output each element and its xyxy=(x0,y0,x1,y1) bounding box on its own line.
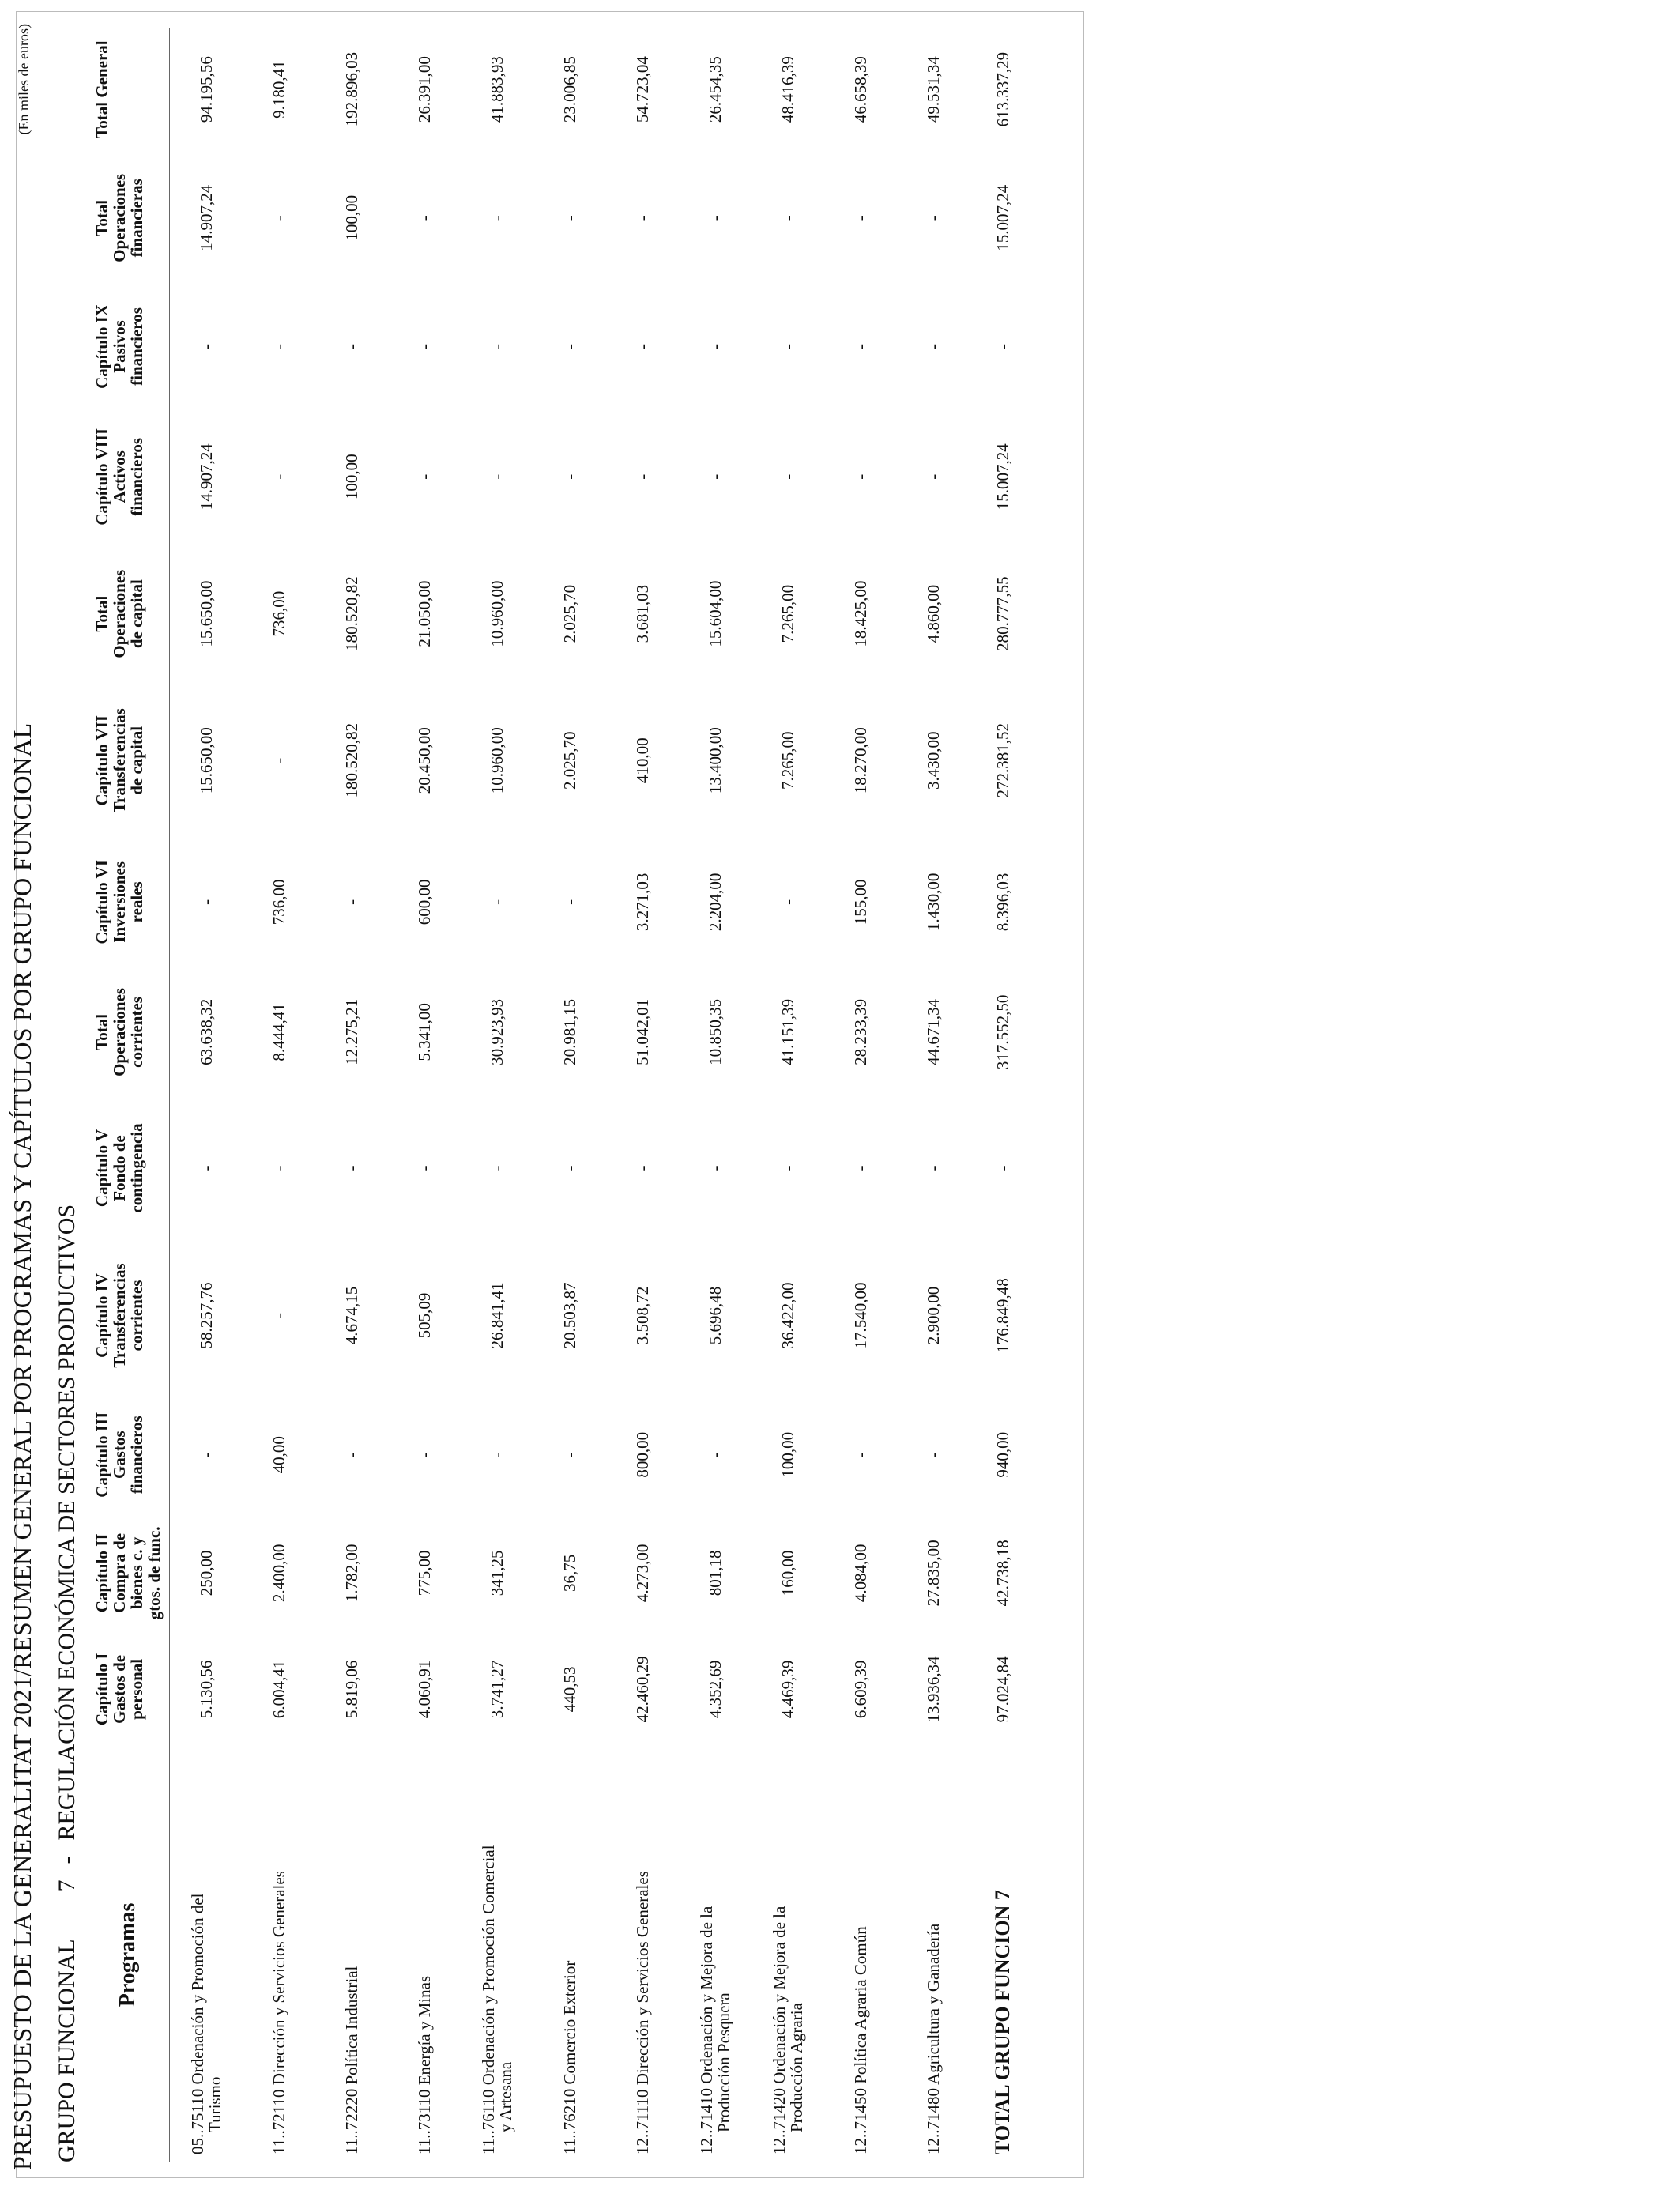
header-cap8 xyxy=(87,408,170,547)
table-cell: - xyxy=(632,1165,652,1171)
table-cell: - xyxy=(705,343,725,349)
table-cell: 341,25 xyxy=(487,1550,507,1596)
table-cell: - xyxy=(487,473,507,480)
table-row xyxy=(897,28,970,2162)
program-code: 11..72220 xyxy=(342,2084,361,2154)
program-name xyxy=(388,1747,461,2162)
budget-table xyxy=(87,28,1035,2162)
header-line: Inversiones xyxy=(110,861,129,943)
table-cell: - xyxy=(269,757,288,763)
table-cell: 613.337,29 xyxy=(970,28,1036,150)
table-body xyxy=(170,28,1036,2162)
table-cell: - xyxy=(705,1452,725,1458)
header-line: de capital xyxy=(127,726,146,795)
program-name-line: Turismo xyxy=(205,2076,224,2132)
table-row xyxy=(315,28,388,2162)
header-line: Capítulo II xyxy=(92,1533,111,1613)
table-cell: - xyxy=(487,215,507,221)
table-cell: 317.552,50 xyxy=(970,964,1036,1099)
table-cell: 36,75 xyxy=(559,1554,579,1593)
table-cell: - xyxy=(559,899,579,905)
table-row xyxy=(751,28,824,2162)
table-cell: 4.352,69 xyxy=(705,1660,725,1719)
program-name-line: Comercio Exterior xyxy=(560,1960,579,2085)
table-cell: 5.341,00 xyxy=(414,1003,434,1061)
table-cell: 13.400,00 xyxy=(705,727,725,794)
table-cell: - xyxy=(487,1165,507,1171)
header-line: contingencia xyxy=(127,1123,146,1213)
header-line: Transferencias xyxy=(110,708,129,813)
table-cell: 736,00 xyxy=(269,879,288,925)
header-line: Transferencias xyxy=(110,1263,129,1368)
units-note: (En miles de euros) xyxy=(16,24,32,135)
header-line: bienes c. y xyxy=(127,1536,146,1610)
header-line: Capítulo V xyxy=(92,1129,111,1208)
header-line: Capítulo VII xyxy=(92,715,111,806)
table-cell: 40,00 xyxy=(269,1436,288,1474)
table-cell: 160,00 xyxy=(778,1550,797,1596)
table-cell: - xyxy=(196,899,216,905)
table-cell: 15.007,24 xyxy=(970,150,1036,285)
program-name-line: y Artesana xyxy=(496,2061,515,2132)
table-cell: 4.273,00 xyxy=(632,1544,652,1603)
table-cell: 63.638,32 xyxy=(196,998,216,1065)
document-title: PRESUPUESTO DE LA GENERALITAT 2021/RESUMEN GENERAL POR PROGRAMAS Y CAPÍTULOS POR GRUPO FUNCIONAL xyxy=(8,722,36,2170)
table-cell: 800,00 xyxy=(632,1431,652,1478)
table-cell: 30.923,93 xyxy=(487,998,507,1065)
header-line: Capítulo VI xyxy=(92,860,111,944)
grupo-separator: - xyxy=(54,1856,80,1864)
table-cell: - xyxy=(341,343,361,349)
program-name-line: Producción Pesquera xyxy=(714,1992,733,2132)
table-cell: 192.896,03 xyxy=(341,51,361,127)
program-name xyxy=(243,1747,315,2162)
table-cell: - xyxy=(850,1165,870,1171)
table-row xyxy=(461,28,533,2162)
header-line: financieros xyxy=(127,437,146,516)
program-code: 12..71410 xyxy=(697,2083,716,2154)
table-cell: 26.454,35 xyxy=(705,56,725,123)
header-line: personal xyxy=(127,1658,146,1720)
table-cell: 20.981,15 xyxy=(559,998,579,1065)
table-cell: - xyxy=(341,1165,361,1171)
table-cell: 54.723,04 xyxy=(632,56,652,123)
header-line: Gastos xyxy=(110,1431,129,1480)
table-cell: - xyxy=(414,1165,434,1171)
header-line: Total xyxy=(92,1013,111,1050)
table-cell: - xyxy=(632,343,652,349)
table-cell: 23.006,85 xyxy=(559,56,579,123)
header-programas: Programas xyxy=(115,1902,140,2007)
table-cell: 3.681,03 xyxy=(632,584,652,643)
table-cell: 1.782,00 xyxy=(341,1544,361,1603)
program-name-line: Energía y Minas xyxy=(415,1975,434,2086)
program-code: 12..71110 xyxy=(633,2085,652,2154)
table-cell: 36.422,00 xyxy=(778,1282,797,1349)
table-cell: - xyxy=(778,215,797,221)
table-cell: 44.671,34 xyxy=(923,998,943,1065)
table-cell: 6.609,39 xyxy=(850,1660,870,1719)
grupo-name: REGULACIÓN ECONÓMICA DE SECTORES PRODUCTIVOS xyxy=(54,1204,80,1841)
table-cell: - xyxy=(923,215,943,221)
program-name-line: Política Agraria Común xyxy=(851,1926,870,2084)
table-cell: 4.674,15 xyxy=(341,1286,361,1345)
table-cell: - xyxy=(850,343,870,349)
table-cell: 42.738,18 xyxy=(970,1515,1036,1631)
table-cell: - xyxy=(196,1452,216,1458)
table-cell: 15.650,00 xyxy=(196,580,216,647)
program-name xyxy=(751,1747,824,2162)
table-cell: 94.195,56 xyxy=(196,56,216,123)
table-cell: - xyxy=(559,1165,579,1171)
table-cell: 5.130,56 xyxy=(196,1660,216,1719)
table-cell: 41.151,39 xyxy=(778,998,797,1065)
header-line: Capítulo I xyxy=(92,1653,111,1726)
table-cell: - xyxy=(923,1165,943,1171)
table-cell: 2.900,00 xyxy=(923,1286,943,1345)
header-line: financieros xyxy=(127,307,146,386)
program-name xyxy=(315,1747,388,2162)
program-code: 11..73110 xyxy=(415,2085,434,2154)
table-cell: - xyxy=(778,899,797,905)
table-cell: - xyxy=(705,1165,725,1171)
program-name xyxy=(606,1747,679,2162)
header-total-financieras xyxy=(87,150,170,285)
table-cell: 13.936,34 xyxy=(923,1656,943,1723)
table-cell: 14.907,24 xyxy=(196,443,216,511)
table-cell: - xyxy=(923,473,943,480)
table-cell: - xyxy=(705,473,725,480)
table-row xyxy=(388,28,461,2162)
table-cell: 2.025,70 xyxy=(559,584,579,643)
table-cell: 4.060,91 xyxy=(414,1660,434,1719)
program-name xyxy=(897,1747,970,2162)
table-cell: 8.444,41 xyxy=(269,1003,288,1061)
table-cell: - xyxy=(850,1452,870,1458)
table-cell: - xyxy=(559,215,579,221)
table-cell: 49.531,34 xyxy=(923,56,943,123)
table-cell: 20.503,87 xyxy=(559,1282,579,1349)
table-cell: 9.180,41 xyxy=(269,60,288,119)
table-cell: 100,00 xyxy=(341,194,361,241)
header-cap2 xyxy=(87,1515,170,1631)
table-cell: - xyxy=(341,1452,361,1458)
table-cell: 51.042,01 xyxy=(632,998,652,1065)
header-line: de capital xyxy=(127,579,146,649)
table-cell: 3.430,00 xyxy=(923,731,943,790)
table-cell: - xyxy=(487,1452,507,1458)
table-cell: - xyxy=(923,343,943,349)
total-row xyxy=(970,28,1036,2162)
table-cell: 10.850,35 xyxy=(705,998,725,1065)
table-cell: - xyxy=(269,473,288,480)
program-name-line: Agricultura y Ganadería xyxy=(924,1923,943,2085)
table-cell: 2.400,00 xyxy=(269,1544,288,1603)
table-cell: 5.696,48 xyxy=(705,1286,725,1345)
table-cell: 58.257,76 xyxy=(196,1282,216,1349)
table-cell: 10.960,00 xyxy=(487,580,507,647)
table-cell: 15.604,00 xyxy=(705,580,725,647)
table-cell: 21.050,00 xyxy=(414,580,434,647)
table-cell: 48.416,39 xyxy=(778,56,797,123)
table-cell: 736,00 xyxy=(269,590,288,637)
table-cell: 100,00 xyxy=(778,1431,797,1478)
table-cell: 4.469,39 xyxy=(778,1660,797,1719)
header-line: reales xyxy=(127,881,146,923)
table-cell: 100,00 xyxy=(341,454,361,500)
program-name-line: Ordenación y Mejora de la xyxy=(770,1906,789,2084)
table-cell: 4.084,00 xyxy=(850,1544,870,1603)
program-code: 11..76110 xyxy=(479,2085,498,2154)
header-line: Activos xyxy=(110,450,129,503)
table-cell: 27.835,00 xyxy=(923,1540,943,1607)
table-cell: - xyxy=(559,343,579,349)
header-cap7 xyxy=(87,681,170,839)
table-cell: 180.520,82 xyxy=(341,576,361,651)
table-cell: 600,00 xyxy=(414,879,434,925)
header-cap6 xyxy=(87,839,170,964)
header-line: gtos. de func. xyxy=(145,1526,164,1620)
program-code: 12..71450 xyxy=(851,2083,870,2154)
table-cell: 940,00 xyxy=(970,1395,1036,1515)
table-cell: - xyxy=(269,343,288,349)
header-cap5 xyxy=(87,1100,170,1237)
table-cell: - xyxy=(196,1165,216,1171)
table-cell: 17.540,00 xyxy=(850,1282,870,1349)
program-name-line: Producción Agraria xyxy=(787,2003,806,2132)
table-cell: 3.271,03 xyxy=(632,873,652,932)
header-line: Total xyxy=(92,595,111,632)
table-cell: 155,00 xyxy=(850,879,870,925)
table-row xyxy=(679,28,751,2162)
table-cell: 280.777,55 xyxy=(970,546,1036,681)
table-row xyxy=(170,28,243,2162)
program-code: 11..76210 xyxy=(560,2084,579,2154)
program-name-line: Ordenación y Promoción Comercial xyxy=(479,1845,498,2086)
table-cell: - xyxy=(778,343,797,349)
table-cell: 97.024,84 xyxy=(970,1631,1036,1747)
table-cell: - xyxy=(269,1312,288,1318)
table-cell: 18.425,00 xyxy=(850,580,870,647)
header-line: Total General xyxy=(92,40,111,138)
table-cell: 180.520,82 xyxy=(341,723,361,798)
table-cell: - xyxy=(487,343,507,349)
table-cell: 801,18 xyxy=(705,1550,725,1596)
header-line: Operaciones xyxy=(110,987,129,1076)
grupo-label: GRUPO FUNCIONAL xyxy=(54,1939,80,2162)
table-cell: 3.508,72 xyxy=(632,1286,652,1345)
header-line: corrientes xyxy=(127,997,146,1068)
grupo-funcional-heading xyxy=(54,1204,81,2162)
program-code: 12..71420 xyxy=(770,2083,789,2154)
table-cell: - xyxy=(778,1165,797,1171)
program-name-line: Dirección y Servicios Generales xyxy=(633,1871,652,2086)
header-total-capital xyxy=(87,546,170,681)
table-cell: - xyxy=(850,473,870,480)
table-cell: - xyxy=(705,215,725,221)
program-name xyxy=(824,1747,897,2162)
table-cell: 7.265,00 xyxy=(778,731,797,790)
header-line: Capítulo III xyxy=(92,1412,111,1498)
table-cell: 10.960,00 xyxy=(487,727,507,794)
table-cell: - xyxy=(269,215,288,221)
header-line: financieras xyxy=(127,179,146,258)
header-line: Gastos de xyxy=(110,1654,129,1724)
table-cell: 20.450,00 xyxy=(414,727,434,794)
table-row xyxy=(606,28,679,2162)
table-cell: - xyxy=(632,215,652,221)
table-cell: 2.204,00 xyxy=(705,873,725,932)
table-row xyxy=(824,28,897,2162)
program-name xyxy=(170,1747,243,2162)
table-cell: 440,53 xyxy=(559,1666,579,1713)
table-cell: - xyxy=(559,473,579,480)
program-code: 12..71480 xyxy=(924,2084,943,2154)
header-line: Operaciones xyxy=(110,569,129,658)
program-code: 11..72110 xyxy=(269,2085,288,2154)
header-cap3 xyxy=(87,1395,170,1515)
table-cell: 26.391,00 xyxy=(414,56,434,123)
header-line: financieros xyxy=(127,1416,146,1495)
table-cell: 176.849,48 xyxy=(970,1236,1036,1394)
table-cell: - xyxy=(269,1165,288,1171)
table-cell: 15.650,00 xyxy=(196,727,216,794)
table-cell: - xyxy=(414,343,434,349)
table-row xyxy=(243,28,315,2162)
header-line: Capítulo VIII xyxy=(92,428,111,526)
table-cell: - xyxy=(778,473,797,480)
table-cell: - xyxy=(850,215,870,221)
table-cell: 272.381,52 xyxy=(970,681,1036,839)
header-cap9 xyxy=(87,285,170,407)
grupo-code: 7 xyxy=(54,1879,80,1892)
table-cell: 26.841,41 xyxy=(487,1282,507,1349)
program-code: 05..75110 xyxy=(188,2084,207,2154)
header-line: Capítulo IX xyxy=(92,304,111,389)
header-line: Pasivos xyxy=(110,320,129,373)
table-cell: - xyxy=(487,899,507,905)
table-cell: - xyxy=(632,473,652,480)
table-cell: 46.658,39 xyxy=(850,56,870,123)
program-name-line: Política Industrial xyxy=(342,1966,361,2085)
table-cell: 3.741,27 xyxy=(487,1660,507,1719)
program-name-line: Ordenación y Promoción del xyxy=(188,1893,207,2085)
table-row xyxy=(533,28,606,2162)
header-line: Fondo de xyxy=(110,1135,129,1201)
table-cell: 41.883,93 xyxy=(487,56,507,123)
table-cell: 15.007,24 xyxy=(970,408,1036,547)
table-cell: - xyxy=(414,215,434,221)
header-line: Capítulo IV xyxy=(92,1273,111,1358)
table-cell: 775,00 xyxy=(414,1550,434,1596)
total-label: TOTAL GRUPO FUNCION 7 xyxy=(970,1747,1036,2162)
header-line: Total xyxy=(92,199,111,236)
header-line: Operaciones xyxy=(110,173,129,262)
table-cell: 28.233,39 xyxy=(850,998,870,1065)
table-cell: 42.460,29 xyxy=(632,1656,652,1723)
table-cell: - xyxy=(559,1452,579,1458)
table-cell: - xyxy=(923,1452,943,1458)
table-cell: 505,09 xyxy=(414,1292,434,1339)
header-total-general xyxy=(87,28,170,150)
table-cell: 14.907,24 xyxy=(196,184,216,251)
program-name xyxy=(679,1747,751,2162)
table-cell: 1.430,00 xyxy=(923,873,943,932)
table-cell: - xyxy=(970,1100,1036,1237)
header-cap1 xyxy=(87,1631,170,1747)
table-cell: 5.819,06 xyxy=(341,1660,361,1719)
program-name xyxy=(533,1747,606,2162)
table-cell: 250,00 xyxy=(196,1550,216,1596)
header-cap4 xyxy=(87,1236,170,1394)
table-cell: - xyxy=(341,899,361,905)
header-line: corrientes xyxy=(127,1280,146,1351)
table-cell: 2.025,70 xyxy=(559,731,579,790)
table-cell: - xyxy=(196,343,216,349)
header-line: Compra de xyxy=(110,1532,129,1613)
header-total-corrientes xyxy=(87,964,170,1099)
table-cell: 410,00 xyxy=(632,737,652,784)
header-row xyxy=(87,28,170,2162)
table-cell: - xyxy=(414,473,434,480)
program-name-line: Ordenación y Mejora de la xyxy=(697,1906,716,2084)
table-cell: 12.275,21 xyxy=(341,998,361,1065)
table-cell: - xyxy=(970,285,1036,407)
table-cell: 6.004,41 xyxy=(269,1660,288,1719)
table-cell: 4.860,00 xyxy=(923,584,943,643)
table-cell: 7.265,00 xyxy=(778,584,797,643)
program-name-line: Dirección y Servicios Generales xyxy=(269,1871,288,2086)
table-cell: - xyxy=(414,1452,434,1458)
table-cell: 8.396,03 xyxy=(970,839,1036,964)
table-cell: 18.270,00 xyxy=(850,727,870,794)
program-name xyxy=(461,1747,533,2162)
